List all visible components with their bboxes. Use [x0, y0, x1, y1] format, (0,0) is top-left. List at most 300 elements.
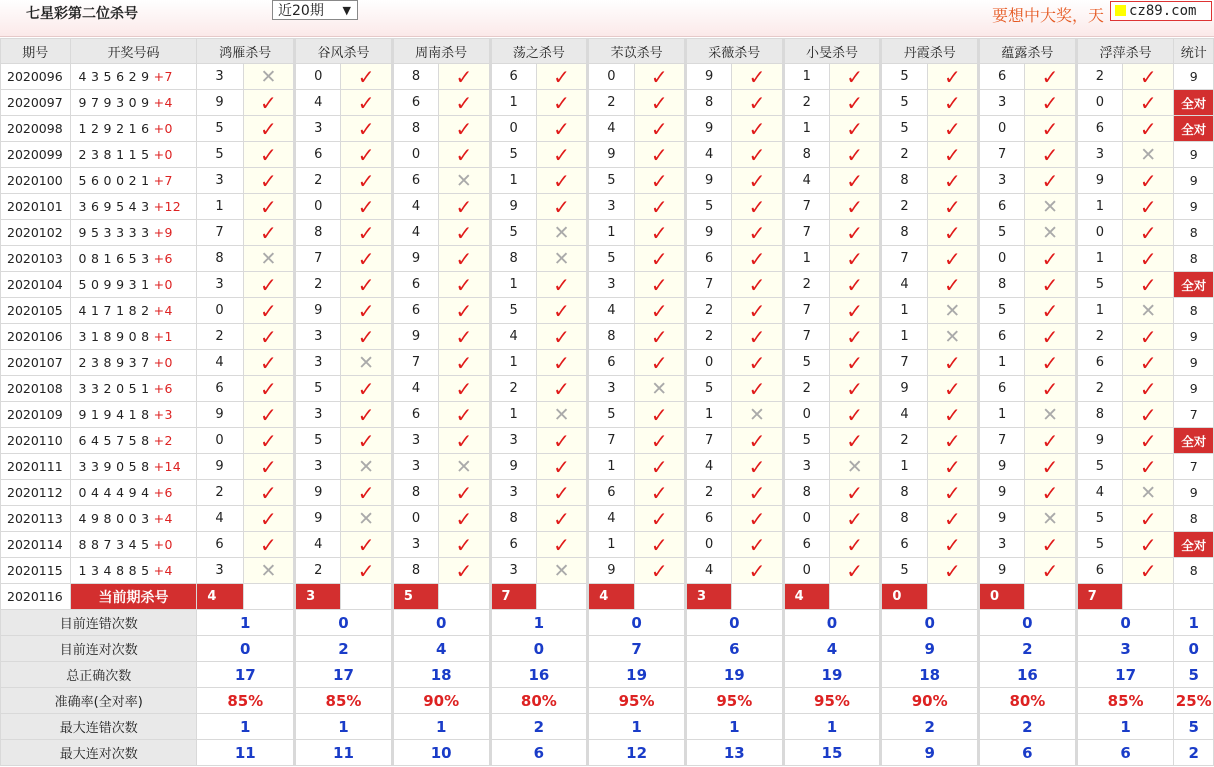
kill-number-cell: 1 [1076, 194, 1122, 220]
current-kill-blank [243, 584, 294, 610]
result-mark-cell [829, 64, 880, 90]
kill-number-cell: 2 [295, 558, 341, 584]
result-mark-cell [1025, 324, 1076, 350]
stats-value: 95% [588, 688, 686, 714]
kill-number-cell: 0 [490, 116, 536, 142]
kill-number-cell: 2 [295, 272, 341, 298]
stats-value: 12 [588, 740, 686, 766]
cross-icon: ✕ [455, 455, 472, 478]
kill-number-cell: 9 [881, 376, 927, 402]
stats-value: 1 [588, 714, 686, 740]
period-cell: 2020115 [1, 558, 71, 584]
draw-cell [70, 324, 197, 350]
draw-sum: +14 [153, 459, 181, 474]
draw-numbers: 4 1 7 1 8 2 [78, 303, 150, 318]
result-mark-cell [1123, 142, 1174, 168]
header-stat: 统计 [1174, 39, 1214, 64]
header-expert: 鸿雁杀号 [197, 39, 295, 64]
result-mark-cell [634, 428, 685, 454]
stats-value: 0 [979, 610, 1077, 636]
result-mark-cell [341, 246, 392, 272]
result-mark-cell [243, 532, 294, 558]
kill-number-cell: 8 [588, 324, 634, 350]
check-icon: ✓ [650, 246, 668, 271]
check-icon: ✓ [553, 168, 570, 193]
table-row [1, 350, 1214, 376]
result-mark-cell [243, 168, 294, 194]
check-icon: ✓ [748, 246, 766, 271]
result-mark-cell [732, 90, 783, 116]
cross-icon: ✕ [260, 247, 277, 270]
header-expert: 荡之杀号 [490, 39, 588, 64]
kill-number-cell: 6 [490, 532, 536, 558]
slogan-text: 要想中大奖，天 [992, 6, 1105, 25]
check-icon: ✓ [748, 298, 766, 323]
kill-number-cell: 6 [979, 376, 1025, 402]
result-mark-cell [536, 454, 587, 480]
check-icon: ✓ [846, 116, 864, 141]
check-icon: ✓ [943, 454, 961, 479]
kill-number-cell: 9 [979, 558, 1025, 584]
kill-number-cell: 8 [490, 506, 536, 532]
kill-number-cell: 2 [783, 376, 829, 402]
stats-value: 17 [295, 662, 393, 688]
cross-icon: ✕ [748, 403, 765, 426]
check-icon: ✓ [846, 64, 864, 89]
result-mark-cell [243, 454, 294, 480]
current-kill-blank [1123, 584, 1174, 610]
check-icon: ✓ [553, 142, 570, 167]
result-mark-cell [243, 64, 294, 90]
stats-row [1, 636, 1214, 662]
result-mark-cell [243, 220, 294, 246]
draw-cell [70, 64, 197, 90]
kill-number-cell: 9 [685, 64, 731, 90]
draw-numbers: 4 3 5 6 2 9 [78, 69, 150, 84]
all-correct-badge: 全对 [1174, 428, 1214, 454]
kill-number-cell: 3 [783, 454, 829, 480]
stats-label: 最大连对次数 [1, 740, 197, 766]
draw-numbers: 8 8 7 3 4 5 [78, 537, 150, 552]
stats-value: 16 [979, 662, 1077, 688]
check-icon: ✓ [650, 506, 668, 531]
stats-row [1, 610, 1214, 636]
check-icon: ✓ [943, 194, 961, 219]
result-mark-cell [439, 90, 490, 116]
cross-icon: ✕ [1140, 143, 1157, 166]
check-icon: ✓ [260, 168, 277, 193]
cross-icon: ✕ [1140, 299, 1157, 322]
check-icon: ✓ [650, 480, 668, 505]
kill-number-cell: 4 [881, 272, 927, 298]
kill-number-cell: 6 [295, 142, 341, 168]
period-cell: 2020110 [1, 428, 71, 454]
header-expert: 芣苡杀号 [588, 39, 686, 64]
kill-number-cell: 7 [881, 350, 927, 376]
check-icon: ✓ [748, 454, 766, 479]
result-mark-cell [439, 142, 490, 168]
check-icon: ✓ [357, 480, 375, 505]
check-icon: ✓ [1041, 90, 1059, 115]
result-mark-cell [634, 376, 685, 402]
period-cell: 2020112 [1, 480, 71, 506]
stats-value: 0 [783, 610, 881, 636]
draw-sum: +9 [153, 225, 173, 240]
current-kill-blank [439, 584, 490, 610]
draw-sum: +0 [153, 121, 173, 136]
stats-value: 19 [588, 662, 686, 688]
result-mark-cell [732, 272, 783, 298]
kill-number-cell: 0 [979, 116, 1025, 142]
kill-number-cell: 7 [783, 220, 829, 246]
stats-value: 95% [685, 688, 783, 714]
draw-sum: +0 [153, 537, 173, 552]
result-mark-cell [634, 532, 685, 558]
kill-number-cell: 1 [490, 402, 536, 428]
result-mark-cell [732, 194, 783, 220]
result-mark-cell [927, 194, 978, 220]
result-mark-cell [927, 376, 978, 402]
check-icon: ✓ [1139, 376, 1157, 401]
kill-number-cell: 6 [1076, 350, 1122, 376]
check-icon: ✓ [553, 90, 570, 115]
period-range-select[interactable] [272, 0, 358, 20]
kill-number-cell: 5 [588, 168, 634, 194]
stat-cell: 8 [1174, 298, 1214, 324]
table-row [1, 454, 1214, 480]
result-mark-cell [732, 298, 783, 324]
check-icon: ✓ [357, 272, 375, 297]
kill-number-cell: 4 [685, 454, 731, 480]
result-mark-cell [1123, 428, 1174, 454]
result-mark-cell [1025, 272, 1076, 298]
kill-number-cell: 5 [295, 376, 341, 402]
cross-icon: ✕ [455, 169, 472, 192]
check-icon: ✓ [553, 272, 570, 297]
cross-icon: ✕ [846, 455, 863, 478]
kill-number-cell: 3 [392, 428, 438, 454]
kill-number-cell: 8 [881, 506, 927, 532]
check-icon: ✓ [650, 220, 668, 245]
draw-numbers: 5 0 9 9 3 1 [78, 277, 150, 292]
draw-numbers: 9 5 3 3 3 3 [78, 225, 150, 240]
stats-value: 90% [881, 688, 979, 714]
draw-cell [70, 220, 197, 246]
check-icon: ✓ [650, 428, 668, 453]
result-mark-cell [1123, 194, 1174, 220]
period-cell: 2020098 [1, 116, 71, 142]
kill-number-cell: 3 [490, 480, 536, 506]
stats-value: 95% [783, 688, 881, 714]
kill-number-cell: 8 [783, 142, 829, 168]
kill-number-cell: 5 [588, 402, 634, 428]
check-icon: ✓ [455, 220, 473, 245]
kill-number-cell: 6 [685, 246, 731, 272]
kill-number-cell: 2 [783, 272, 829, 298]
stats-value: 1 [392, 714, 490, 740]
check-icon: ✓ [455, 350, 473, 375]
kill-number-cell: 4 [295, 90, 341, 116]
check-icon: ✓ [260, 506, 277, 531]
check-icon: ✓ [846, 350, 864, 375]
kill-number-table [0, 38, 1214, 766]
check-icon: ✓ [455, 90, 473, 115]
result-mark-cell [341, 480, 392, 506]
result-mark-cell [341, 402, 392, 428]
result-mark-cell [1123, 350, 1174, 376]
kill-number-cell: 4 [1076, 480, 1122, 506]
kill-number-cell: 3 [295, 116, 341, 142]
kill-number-cell: 2 [197, 480, 243, 506]
result-mark-cell [829, 246, 880, 272]
check-icon: ✓ [553, 64, 570, 89]
result-mark-cell [341, 168, 392, 194]
check-icon: ✓ [748, 168, 766, 193]
result-mark-cell [1025, 116, 1076, 142]
kill-number-cell: 5 [1076, 454, 1122, 480]
kill-number-cell: 2 [783, 90, 829, 116]
current-kill-blank [829, 584, 880, 610]
result-mark-cell [1025, 220, 1076, 246]
check-icon: ✓ [650, 558, 668, 583]
stats-value: 1 [197, 610, 295, 636]
check-icon: ✓ [650, 532, 668, 557]
kill-number-cell: 9 [979, 480, 1025, 506]
kill-number-cell: 6 [490, 64, 536, 90]
current-kill-number: 3 [295, 584, 341, 610]
result-mark-cell [1025, 454, 1076, 480]
check-icon: ✓ [1139, 558, 1157, 583]
check-icon: ✓ [943, 428, 961, 453]
stats-value: 6 [1076, 740, 1174, 766]
result-mark-cell [829, 194, 880, 220]
kill-number-cell: 9 [295, 480, 341, 506]
kill-number-cell: 9 [1076, 168, 1122, 194]
kill-number-cell: 9 [295, 298, 341, 324]
table-row [1, 402, 1214, 428]
period-cell: 2020111 [1, 454, 71, 480]
check-icon: ✓ [1041, 272, 1059, 297]
stats-value: 0 [1076, 610, 1174, 636]
result-mark-cell [732, 454, 783, 480]
header-expert: 采薇杀号 [685, 39, 783, 64]
stats-value: 6 [979, 740, 1077, 766]
result-mark-cell [1025, 298, 1076, 324]
result-mark-cell [829, 402, 880, 428]
check-icon: ✓ [260, 272, 277, 297]
result-mark-cell [341, 506, 392, 532]
stats-value: 10 [392, 740, 490, 766]
result-mark-cell [927, 350, 978, 376]
result-mark-cell [536, 376, 587, 402]
kill-number-cell: 2 [685, 298, 731, 324]
stats-value: 0 [295, 610, 393, 636]
kill-number-cell: 3 [588, 194, 634, 220]
stats-value: 1 [490, 610, 588, 636]
draw-sum: +7 [153, 69, 173, 84]
stats-value: 11 [295, 740, 393, 766]
site-logo[interactable] [1110, 1, 1212, 21]
result-mark-cell [536, 428, 587, 454]
draw-numbers: 9 1 9 4 1 8 [78, 407, 150, 422]
header-draw: 开奖号码 [70, 39, 197, 64]
check-icon: ✓ [943, 220, 961, 245]
check-icon: ✓ [553, 454, 570, 479]
draw-numbers: 1 2 9 2 1 6 [78, 121, 150, 136]
result-mark-cell [732, 350, 783, 376]
result-mark-cell [341, 558, 392, 584]
kill-number-cell: 5 [490, 220, 536, 246]
kill-number-cell: 5 [881, 558, 927, 584]
kill-number-cell: 3 [979, 168, 1025, 194]
result-mark-cell [341, 324, 392, 350]
kill-number-cell: 0 [979, 246, 1025, 272]
result-mark-cell [1123, 64, 1174, 90]
result-mark-cell [829, 220, 880, 246]
table-row [1, 428, 1214, 454]
result-mark-cell [536, 298, 587, 324]
result-mark-cell [634, 116, 685, 142]
cross-icon: ✕ [553, 221, 570, 244]
draw-cell [70, 350, 197, 376]
stat-cell: 9 [1174, 480, 1214, 506]
current-kill-number: 4 [588, 584, 634, 610]
stat-cell: 9 [1174, 64, 1214, 90]
current-kill-blank [927, 584, 978, 610]
check-icon: ✓ [846, 90, 864, 115]
kill-number-cell: 9 [979, 506, 1025, 532]
draw-sum: +7 [153, 173, 173, 188]
check-icon: ✓ [748, 376, 766, 401]
stat-cell: 9 [1174, 324, 1214, 350]
check-icon: ✓ [846, 558, 864, 583]
result-mark-cell [1123, 298, 1174, 324]
draw-sum: +6 [153, 485, 173, 500]
check-icon: ✓ [846, 220, 864, 245]
current-kill-blank [536, 584, 587, 610]
draw-cell [70, 194, 197, 220]
check-icon: ✓ [650, 116, 668, 141]
kill-number-cell: 0 [783, 558, 829, 584]
kill-number-cell: 9 [979, 454, 1025, 480]
result-mark-cell [439, 402, 490, 428]
result-mark-cell [536, 142, 587, 168]
check-icon: ✓ [260, 194, 277, 219]
result-mark-cell [243, 558, 294, 584]
kill-number-cell: 0 [197, 298, 243, 324]
kill-number-cell: 1 [783, 246, 829, 272]
draw-cell [70, 90, 197, 116]
check-icon: ✓ [1139, 350, 1157, 375]
check-icon: ✓ [357, 142, 375, 167]
draw-cell [70, 142, 197, 168]
check-icon: ✓ [748, 532, 766, 557]
draw-cell [70, 480, 197, 506]
kill-number-cell: 1 [490, 90, 536, 116]
stats-label: 目前连对次数 [1, 636, 197, 662]
result-mark-cell [927, 90, 978, 116]
result-mark-cell [1025, 64, 1076, 90]
check-icon: ✓ [260, 402, 277, 427]
kill-number-cell: 5 [685, 376, 731, 402]
table-row [1, 506, 1214, 532]
table-row [1, 298, 1214, 324]
cross-icon: ✕ [260, 559, 277, 582]
check-icon: ✓ [1139, 272, 1157, 297]
draw-sum: +4 [153, 303, 173, 318]
kill-number-cell: 9 [392, 246, 438, 272]
result-mark-cell [536, 194, 587, 220]
period-cell: 2020103 [1, 246, 71, 272]
kill-number-cell: 6 [979, 324, 1025, 350]
cross-icon: ✕ [358, 507, 375, 530]
check-icon: ✓ [1139, 116, 1157, 141]
cross-icon: ✕ [944, 325, 961, 348]
stats-row [1, 688, 1214, 714]
check-icon: ✓ [1139, 428, 1157, 453]
result-mark-cell [829, 142, 880, 168]
stats-value: 1 [685, 714, 783, 740]
result-mark-cell [634, 272, 685, 298]
result-mark-cell [732, 142, 783, 168]
kill-number-cell: 6 [392, 272, 438, 298]
stats-value: 4 [392, 636, 490, 662]
stats-value: 2 [881, 714, 979, 740]
stat-cell: 8 [1174, 506, 1214, 532]
kill-number-cell: 1 [1076, 298, 1122, 324]
stats-value: 80% [979, 688, 1077, 714]
stats-value: 0 [392, 610, 490, 636]
kill-number-cell: 1 [1076, 246, 1122, 272]
result-mark-cell [536, 402, 587, 428]
kill-number-cell: 7 [685, 428, 731, 454]
stats-value: 25% [1174, 688, 1214, 714]
result-mark-cell [439, 64, 490, 90]
stats-value: 0 [881, 610, 979, 636]
check-icon: ✓ [748, 480, 766, 505]
stats-value: 5 [1174, 662, 1214, 688]
stat-cell: 7 [1174, 402, 1214, 428]
check-icon: ✓ [553, 480, 570, 505]
kill-number-cell: 9 [490, 454, 536, 480]
period-cell: 2020107 [1, 350, 71, 376]
result-mark-cell [927, 480, 978, 506]
check-icon: ✓ [1041, 350, 1059, 375]
result-mark-cell [1123, 506, 1174, 532]
result-mark-cell [1025, 480, 1076, 506]
result-mark-cell [732, 428, 783, 454]
kill-number-cell: 6 [588, 350, 634, 376]
cross-icon: ✕ [553, 559, 570, 582]
check-icon: ✓ [1041, 454, 1059, 479]
kill-number-cell: 1 [588, 532, 634, 558]
draw-cell [70, 272, 197, 298]
result-mark-cell [439, 272, 490, 298]
check-icon: ✓ [455, 324, 473, 349]
kill-number-cell: 1 [881, 324, 927, 350]
result-mark-cell [536, 64, 587, 90]
stats-label: 准确率(全对率) [1, 688, 197, 714]
check-icon: ✓ [748, 558, 766, 583]
check-icon: ✓ [748, 506, 766, 531]
result-mark-cell [1025, 168, 1076, 194]
stats-value: 18 [881, 662, 979, 688]
kill-number-cell: 8 [1076, 402, 1122, 428]
kill-number-cell: 5 [197, 142, 243, 168]
kill-number-cell: 9 [685, 116, 731, 142]
chevron-down-icon: ▼ [342, 4, 351, 17]
draw-sum: +6 [153, 251, 173, 266]
